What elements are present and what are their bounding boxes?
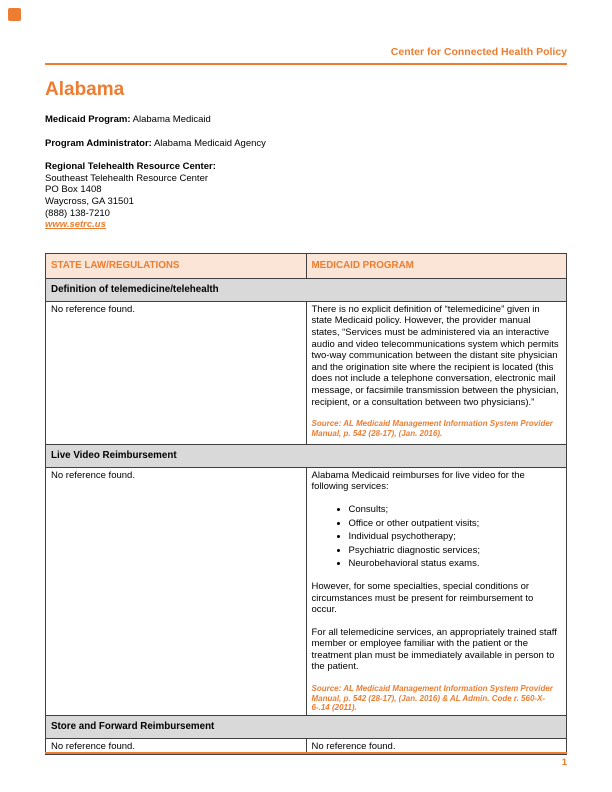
live-video-staff-text: For all telemedicine services, an appropriately trained staff member or employee familiar with the patient or the treatment plan must be immediately available in person to the patient. [311,626,557,673]
list-item: • Neurobehavioral status exams. [349,558,562,570]
column-header-state-law: STATE LAW/REGULATIONS [46,253,307,278]
program-administrator-label: Program Administrator: [45,137,152,149]
source-citation: Source: AL Medicaid Management Information System Provider Manual, p. 542 (28-17), (Jan. 2016) & AL Admin. Code r. 560-X-6-.14 (2011). [311,684,553,713]
table-header-row [46,253,567,278]
section-row-live-video [46,444,567,467]
definition-medicaid-cell [306,301,567,444]
list-item: • Consults; [349,504,562,516]
section-title-store-forward: Store and Forward Reimbursement [46,715,567,738]
no-reference-text: No reference found. [51,303,135,315]
section-row-store-forward [46,715,567,738]
medicaid-program-value: Alabama Medicaid [132,114,211,125]
resource-center-label: Regional Telehealth Resource Center: [45,161,216,173]
no-reference-text: No reference found. [311,740,396,752]
setrc-website-link[interactable]: www.setrc.us [45,219,106,231]
program-administrator-row [45,138,567,150]
live-video-medicaid-cell [306,467,567,715]
page-footer [45,752,567,768]
resource-center-address2: Waycross, GA 31501 [45,195,134,207]
footer-rule [45,752,567,754]
corner-accent-mark [8,8,21,21]
policy-table [45,253,567,756]
document-header [45,42,567,65]
brand-title: Center for Connected Health Policy [390,46,567,58]
program-info [45,114,567,231]
section-title-definition: Definition of telemedicine/telehealth [46,278,567,301]
page-number: 1 [561,757,567,768]
no-reference-text: No reference found. [51,469,135,481]
live-video-services-list [312,504,562,570]
no-reference-text: No reference found. [51,740,135,752]
resource-center-address1: PO Box 1408 [45,184,102,196]
live-video-intro-text: Alabama Medicaid reimburses for live video for the following services: [311,469,525,493]
definition-state-law-cell [46,301,307,444]
resource-center-block [45,161,567,231]
resource-center-name: Southeast Telehealth Resource Center [45,172,209,184]
page-title: Alabama [45,79,125,100]
source-citation: Source: AL Medicaid Management Information System Provider Manual, p. 542 (28-17), (Jan. 2016). [311,419,553,438]
section-row-definition [46,278,567,301]
resource-center-phone: (888) 138-7210 [45,207,110,219]
medicaid-program-row [45,114,567,126]
table-row [46,301,567,444]
live-video-state-law-cell [46,467,307,715]
table-row [46,467,567,715]
list-item: • Office or other outpatient visits; [349,518,562,530]
live-video-conditions-text: However, for some specialties, special conditions or circumstances must be present for reimbursement to occur. [311,580,534,616]
list-item: • Individual psychotherapy; [349,531,562,543]
section-title-live-video: Live Video Reimbursement [46,444,567,467]
column-header-medicaid-program: MEDICAID PROGRAM [306,253,567,278]
medicaid-program-label: Medicaid Program: [45,114,131,125]
list-item: • Psychiatric diagnostic services; [349,545,562,557]
program-administrator-value: Alabama Medicaid Agency [153,137,266,149]
definition-medicaid-text: There is no explicit definition of “telemedicine” given in state Medicaid policy. However, the provider manual states, “Services must be administered via an interactive audio and video telecommunications system which permits two-way communication between the distant site physician and the origination site where the recipient is located (this does not include a telephone conversation, electronic mail message, or facsimile transmission between the physician, recipient, or a consultation between two physicians).” [311,303,559,408]
